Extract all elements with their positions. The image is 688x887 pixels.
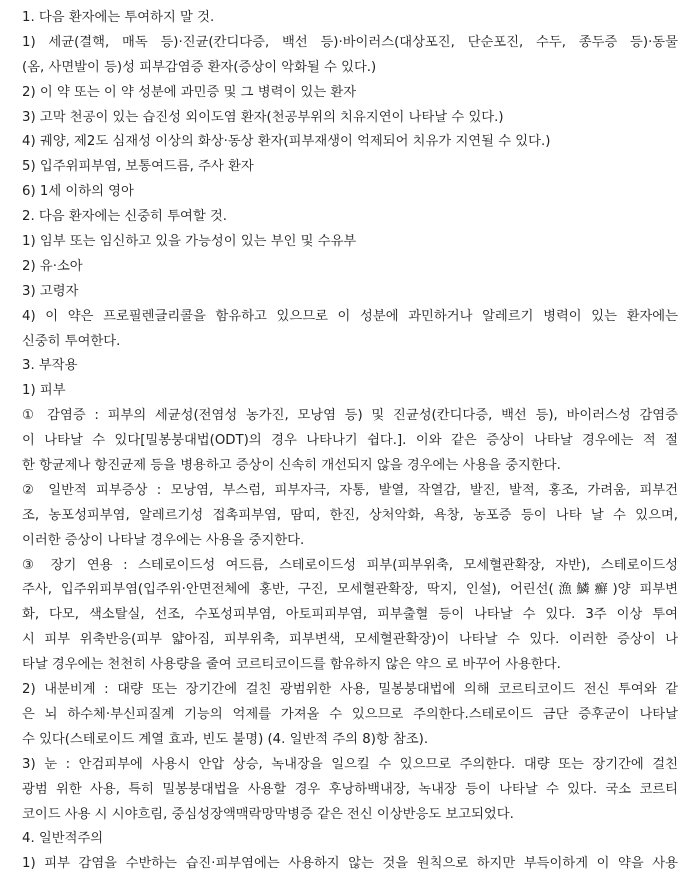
text-line: 화, 다모, 색소탈실, 선조, 수포성피부염, 아토피피부염, 피부출혈 등이 나타날 수 있다. 3주 이상 투여 <box>22 607 678 623</box>
text-line: 광범 위한 사용, 특히 밀봉붕대법을 사용할 경우 후낭하백내장, 녹내장 등이 나타날 수 있다. 국소 코르티 <box>22 781 678 797</box>
text-line: 1) 피부 감염을 수반하는 습진·피부염에는 사용하지 않는 것을 원칙으로 하지만 부득이하게 이 약을 사용 <box>22 856 678 872</box>
text-line: 4) 이 약은 프로필렌글리콜을 함유하고 있으므로 이 성분에 과민하거나 알레르기 병력이 있는 환자에는 <box>22 308 678 324</box>
text-line: 6) 1세 이하의 영아 <box>22 184 134 200</box>
text-line: 한 항균제나 항진균제 등을 병용하고 증상이 신속히 개선되지 않을 경우에는 사용을 중지한다. <box>22 458 561 474</box>
section-heading-cautious-use: 2. 다음 환자에는 신중히 투여할 것. <box>22 209 228 225</box>
text-line: 2) 내분비계 : 대량 또는 장기간에 걸친 광범위한 사용, 밀봉붕대법에 의해 코르티코이드 전신 투여와 같 <box>22 682 678 698</box>
subheading-skin: 1) 피부 <box>22 383 66 399</box>
text-line: 4) 궤양, 제2도 심재성 이상의 화상·동상 환자(피부재생이 억제되어 치유가 지연될 수 있다.) <box>22 134 551 150</box>
text-line: 조, 농포성피부염, 알레르기성 접촉피부염, 땀띠, 한진, 상처악화, 욕창, 농포증 등이 나타 날 수 있으며, <box>22 507 678 523</box>
text-line: 1) 임부 또는 임신하고 있을 가능성이 있는 부인 및 수유부 <box>22 234 357 250</box>
text-line: 주사, 입주위피부염(입주위·안면전체에 홍반, 구진, 모세혈관확장, 딱지, 인설), 어린선(漁鱗癬)양 피부변 <box>22 582 678 598</box>
text-line: 3) 눈 : 안검피부에 사용시 안압 상승, 녹내장을 일으킬 수 있으므로 주의한다. 대량 또는 장기간에 걸친 <box>22 756 678 772</box>
text-line: 이러한 증상이 나타날 경우에는 사용을 중지한다. <box>22 532 305 548</box>
text-line: 코이드 사용 시 시야흐림, 중심성장액맥락망막병증 같은 전신 이상반응도 보고되었다. <box>22 806 514 822</box>
text-line: ② 일반적 피부증상 : 모낭염, 부스럼, 피부자극, 자통, 발열, 작열감, 발진, 발적, 홍조, 가려움, 피부건 <box>22 482 678 498</box>
text-line: 은 뇌 하수체·부신피질계 기능의 억제를 가져올 수 있으므로 주의한다.스테로이드 금단 증후군이 나타날 <box>22 706 678 722</box>
text-line: 5) 입주위피부염, 보통여드름, 주사 환자 <box>22 159 254 175</box>
section-heading-adverse-effects: 3. 부작용 <box>22 358 78 374</box>
text-line: 신중히 투여한다. <box>22 333 121 349</box>
section-heading-general-precautions: 4. 일반적주의 <box>22 831 104 847</box>
text-line: 2) 유·소아 <box>22 258 83 274</box>
text-line: 1) 세균(결핵, 매독 등)·진균(칸디다증, 백선 등)·바이러스(대상포진, 단순포진, 수두, 종두증 등)·동물 <box>22 34 678 50</box>
text-line: (옴, 사면발이 등)성 피부감염증 환자(증상이 악화될 수 있다.) <box>22 59 377 75</box>
text-line: 2) 이 약 또는 이 약 성분에 과민증 및 그 병력이 있는 환자 <box>22 84 357 100</box>
section-heading-contraindications: 1. 다음 환자에는 투여하지 말 것. <box>22 10 215 25</box>
text-line: 시 피부 위축반응(피부 얇아짐, 피부위축, 피부변색, 모세혈관확장)이 나타날 수 있다. 이러한 증상이 나 <box>22 632 678 648</box>
text-line: 이 나타날 수 있다[밀봉붕대법(ODT)의 경우 나타나기 쉽다.]. 이와 같은 증상이 나타날 경우에는 적 절 <box>22 433 678 449</box>
text-line: ① 감염증 : 피부의 세균성(전염성 농가진, 모낭염 등) 및 진균성(칸디다증, 백선 등), 바이러스성 감염증 <box>22 408 678 424</box>
text-line: 타날 경우에는 천천히 사용량을 줄여 코르티코이드를 함유하지 않은 약으 로 바꾸어 사용한다. <box>22 657 561 673</box>
text-line: ③ 장기 연용 : 스테로이드성 여드름, 스테로이드성 피부(피부위축, 모세혈관확장, 자반), 스테로이드성 <box>22 557 678 573</box>
text-line: 3) 고막 천공이 있는 습진성 외이도염 환자(천공부위의 치유지연이 나타날 수 있다.) <box>22 109 504 125</box>
text-line: 수 있다(스테로이드 계열 효과, 빈도 불명) (4. 일반적 주의 8)항 참조). <box>22 731 429 747</box>
text-line: 3) 고령자 <box>22 283 79 299</box>
